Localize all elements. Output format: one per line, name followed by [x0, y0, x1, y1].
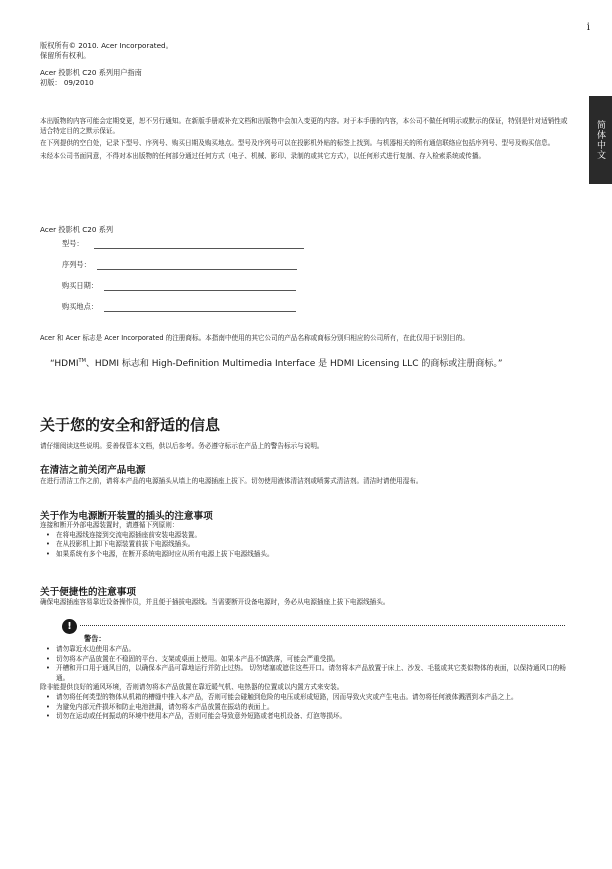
date-label: 购买日期：: [62, 281, 98, 290]
list-item: • 请勿靠近水边使用本产品。: [40, 645, 570, 655]
plug-heading: 关于作为电源断开装置的插头的注意事项: [40, 511, 213, 522]
accessibility-heading: 关于便捷性的注意事项: [40, 587, 136, 598]
place-label: 购买地点：: [62, 302, 98, 311]
copyright-line: 版权所有© 2010. Acer Incorporated。: [40, 41, 173, 50]
model-label: 型号：: [62, 239, 84, 248]
hdmi-statement: [50, 356, 580, 369]
guide-title: Acer 投影机 C20 系列用户指南: [40, 68, 142, 77]
disclaimer-block: [40, 117, 570, 161]
plug-section: [40, 521, 570, 559]
safety-intro: 请仔细阅读这些说明。妥善保管本文档，供以后参考。务必遵守标示在产品上的警告标示与说明。: [40, 442, 324, 450]
list-item: • 请勿将任何类型的物体从机箱的槽缝中推入本产品，否则可能会碰触到危险的电压或形成短路，因而导致火灾或产生电击。请勿将任何液体溅洒到本产品之上。: [40, 693, 570, 703]
safety-title: 关于您的安全和舒适的信息: [40, 416, 221, 434]
list-item: • 开槽和开口用于通风目的，以确保本产品可靠地运行并防止过热。 切勿堵塞或遮住这些开口。请勿将本产品放置于床上、沙发、毛毯或其它类似物体的表面，以保持通风口的畅通。: [40, 664, 570, 683]
edition-line: 初版： 09/2010: [40, 78, 94, 87]
place-field: [62, 302, 296, 312]
cleaning-text: 在进行清洁工作之前，请将本产品的电源插头从墙上的电源插座上拔下。切勿使用液体清洁剂或喷雾式清洁剂。清洁时请使用湿布。: [40, 477, 423, 485]
place-line: [104, 304, 296, 312]
hdmi-prefix: “HDMI: [50, 359, 79, 369]
warning-list: [40, 645, 570, 683]
trademark-paragraph: Acer 和 Acer 标志是 Acer Incorporated 的注册商标。本指南中使用的其它公司的产品名称或商标分别归相应的公司所有，在此仅用于识别目的。: [40, 334, 469, 342]
serial-field: [62, 260, 297, 270]
disclaimer-paragraph: 本出版物的内容可能会定期变更，恕不另行通知。在新版手册或补充文档和出版物中会加入变更的内容。对于本手册的内容，本公司不做任何明示或默示的保证，特别是针对适销性或适合特定目的之默示保证。: [40, 117, 568, 135]
warning-section: [40, 645, 570, 722]
date-field: [62, 281, 296, 291]
record-paragraph: 在下列提供的空白处，记录下型号、序列号、购买日期及购买地点。型号及序列号可以在投影机外贴的标签上找到。与机器相关的所有通信联络应包括序列号、型号及购买信息。: [40, 139, 555, 148]
cleaning-heading: 在清洁之前关闭产品电源: [40, 465, 146, 476]
model-field: [62, 239, 304, 249]
list-item: • 在将电源线连接到交流电源插座前安装电源装置。: [40, 531, 570, 541]
warning-icon: !: [62, 619, 77, 634]
list-item: • 在从投影机上卸下电源装置前拔下电源线插头。: [40, 540, 570, 550]
reproduction-paragraph: 未经本公司书面同意，不得对本出版物的任何部分通过任何方式（电子、机械、影印、录制的或其它方式），以任何形式进行复制、存入检索系统或传播。: [40, 151, 486, 160]
language-tab: 简体中文: [589, 96, 612, 184]
plug-intro: 连接和断开外部电源装置时，请遵循下列原则：: [40, 521, 179, 529]
copyright-block: [40, 41, 340, 88]
serial-label: 序列号：: [62, 260, 91, 269]
warning-divider: [80, 625, 565, 626]
more-warning-list: [40, 693, 570, 722]
hdmi-tm: TM: [78, 358, 86, 364]
warning-label: 警告：: [84, 634, 106, 643]
serial-line: [97, 262, 297, 270]
page-number: i: [586, 22, 590, 33]
date-line: [104, 283, 296, 291]
list-item: • 切勿在运动或任何振动的环境中使用本产品，否则可能会导致意外短路或者电机设备、灯泡等损坏。: [40, 712, 570, 722]
record-title: Acer 投影机 C20 系列: [40, 225, 114, 234]
hdmi-suffix: 、HDMI 标志和 High-Definition Multimedia Interface 是 HDMI Licensing LLC 的商标或注册商标。”: [85, 359, 503, 369]
ventilation-note: 除非能提供良好的通风环境，否则请勿将本产品放置在靠近暖气机、电热器的位置或以内置方式来安装。: [40, 683, 344, 692]
list-item: • 为避免内部元件损坏和防止电池泄漏，请勿将本产品放置在振动的表面上。: [40, 703, 570, 713]
list-item: • 如果系统有多个电源，在断开系统电源时应从所有电源上拔下电源线插头。: [40, 550, 570, 560]
list-item: • 切勿将本产品放置在不稳固的平台、支架或桌面上使用。如果本产品不慎跌落，可能会严重受损。: [40, 655, 570, 665]
rights-line: 保留所有权利。: [40, 51, 91, 60]
model-line: [94, 241, 304, 249]
accessibility-text: 确保电源插座容易靠近设备操作员，并且便于插拔电源线。当需要断开设备电源时，务必从电源插座上拔下电源线插头。: [40, 598, 390, 606]
plug-list: [40, 531, 570, 560]
